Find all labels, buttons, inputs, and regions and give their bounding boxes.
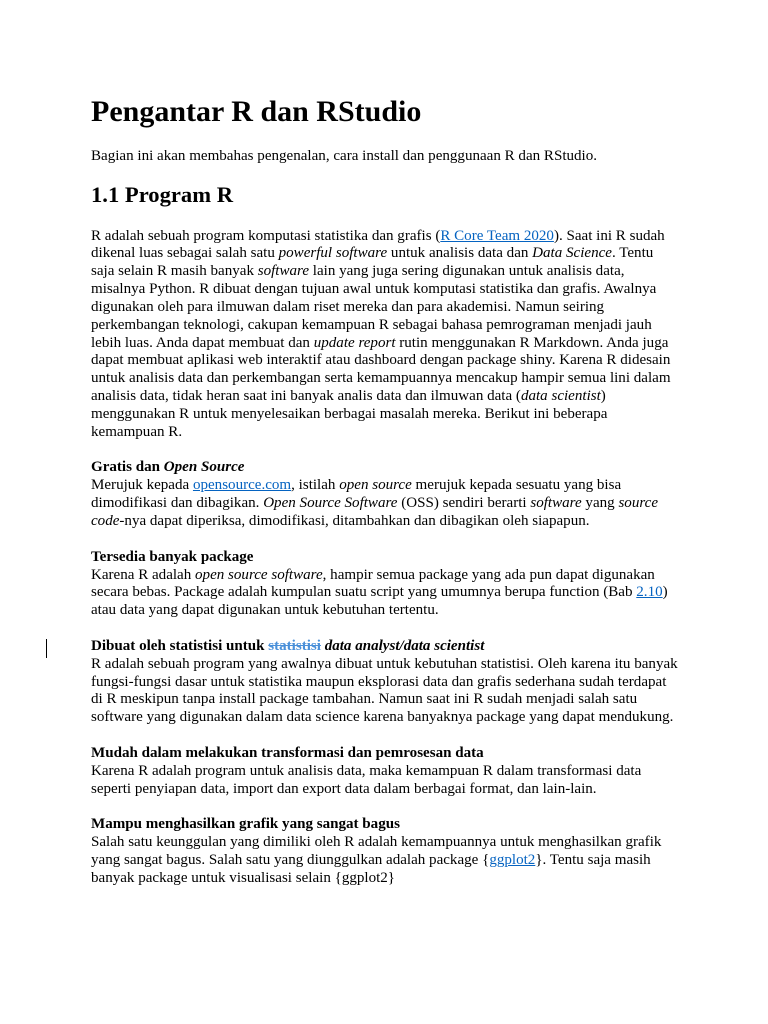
text-line [91, 245, 691, 263]
heading-italic-text: Open Source [163, 459, 245, 476]
text-run: -nya dapat diperiksa, dimodifikasi, ditambahkan dan dibagikan oleh siapapun. [119, 513, 590, 529]
text-line [91, 424, 691, 442]
text-run: software yang digunakan dalam data science karena banyaknya package yang dapat mendukung. [91, 709, 674, 726]
change-bar [46, 639, 47, 658]
text-line [91, 834, 691, 852]
text-run: banyak package untuk visualisasi selain {ggplot2} [91, 869, 396, 886]
text-line [91, 281, 691, 299]
text-run: dapat membuat aplikasi web interaktif atau dashboard dengan package shiny. Karena R didesain [91, 352, 671, 369]
text-line [91, 299, 691, 317]
text-run: rutin menggunakan R Markdown. Anda juga [395, 334, 669, 351]
feature-heading [91, 816, 691, 834]
text-run: misalnya Python. R dibuat dengan tujuan awal untuk komputasi statistika dan grafis. Awalnya [91, 281, 657, 298]
heading-text: Tersedia banyak package [91, 548, 254, 565]
italic-term: code [91, 513, 120, 529]
text-run: merujuk kepada sesuatu yang bisa [411, 477, 622, 494]
text-run: secara bebas. Package adalah kumpulan suatu script yang umumnya berupa function (Bab [91, 584, 637, 601]
text-run: untuk analisis data dan [387, 245, 533, 262]
feature-open-source [91, 459, 691, 530]
feature-heading [91, 638, 691, 656]
text-run: Merujuk kepada [91, 477, 193, 494]
intro-text: Bagian ini akan membahas pengenalan, cara install dan penggunaan R dan RStudio. [91, 147, 598, 164]
text-line [91, 513, 691, 531]
text-run: untuk analisis data dan perkembangan serta kemampuannya mencakup hampir semua lini dalam [91, 370, 671, 387]
text-line [91, 406, 691, 424]
italic-term: open source software [195, 566, 323, 583]
feature-heading [91, 745, 691, 763]
text-line [91, 781, 691, 799]
heading-italic-text: data analyst/data scientist [320, 637, 485, 654]
text-line [91, 870, 691, 888]
text-run: Karena R adalah [91, 566, 196, 583]
text-run: di R meskipun tanpa install package tambahan. Namun saat ini R sudah menjadi salah satu [91, 691, 638, 708]
feature-heading [91, 549, 691, 567]
feature-statisticians [91, 638, 691, 727]
feature-transformation [91, 745, 691, 799]
citation-link-r-core-team[interactable]: R Core Team 2020 [440, 227, 554, 244]
heading-text: Dibuat oleh statistisi untuk [91, 637, 269, 654]
section-heading: 1.1 Program R [91, 182, 234, 208]
text-run: yang [581, 495, 619, 512]
text-line [91, 852, 691, 870]
feature-heading [91, 459, 691, 477]
heading-text: Mampu menghasilkan grafik yang sangat bagus [91, 816, 400, 833]
text-line [91, 674, 691, 692]
text-run: analisis data, tidak heran saat ini banyak analis data dan ilmuwan data ( [91, 388, 521, 405]
text-run: }. Tentu saja masih [535, 852, 651, 869]
italic-term: data scientist [520, 388, 601, 405]
text-run: R adalah sebuah program komputasi statistika dan grafis ( [91, 227, 441, 244]
heading-text: Gratis dan [91, 459, 164, 476]
text-run: seperti penyiapan data, import dan export data dalam berbagai format, dan lain-lain. [91, 780, 597, 797]
italic-term: Open Source Software [263, 495, 398, 512]
text-run: Karena R adalah program untuk analisis data, maka kemampuan R dalam transformasi data [91, 762, 642, 779]
text-run: , istilah [291, 477, 340, 494]
text-line [91, 335, 691, 353]
tracked-deletion: statistisi [268, 637, 321, 654]
chapter-link-2-10[interactable]: 2.10 [636, 584, 663, 601]
text-line [91, 228, 691, 246]
text-run: yang sangat bagus. Salah satu yang diunggulkan adalah package { [91, 852, 490, 869]
text-line [91, 709, 691, 727]
text-run: digunakan oleh para ilmuwan dalam riset mereka dan para akademisi. Namun seiring [91, 298, 605, 315]
text-run: Salah satu keunggulan yang dimiliki oleh R adalah kemampuannya untuk menghasilkan grafik [91, 834, 662, 851]
text-run: ) [662, 584, 668, 601]
heading-text: Mudah dalam melakukan transformasi dan pemrosesan data [91, 744, 484, 761]
text-line [91, 763, 691, 781]
text-line [91, 691, 691, 709]
text-run: menggunakan R untuk menyelesaikan berbagai masalah mereka. Berikut ini beberapa [91, 405, 608, 422]
text-run: dimodifikasi dan dibagikan. [91, 495, 264, 512]
text-line [91, 352, 691, 370]
italic-term: source [618, 495, 658, 512]
text-run: lebih luas. Anda dapat membuat dan [91, 334, 314, 351]
text-line [91, 567, 691, 585]
italic-term: software [530, 495, 582, 512]
text-run: R adalah sebuah program yang awalnya dibuat untuk kebutuhan statistisi. Oleh karena itu banyak [91, 655, 678, 672]
italic-term: software [257, 263, 310, 280]
text-line [91, 477, 691, 495]
text-line [91, 263, 691, 281]
text-run: kemampuan R. [91, 423, 183, 440]
text-line [91, 317, 691, 335]
opensource-link[interactable]: opensource.com [192, 477, 292, 494]
text-run: ) [600, 388, 606, 405]
text-run: lain yang juga sering digunakan untuk analisis data, [309, 263, 625, 280]
italic-term: open source [339, 477, 412, 494]
text-line [91, 656, 691, 674]
text-line [91, 584, 691, 602]
text-run: dikenal luas sebagai salah satu [91, 245, 279, 262]
text-line [91, 388, 691, 406]
page-title: Pengantar R dan RStudio [91, 95, 422, 128]
italic-term: update report [313, 334, 396, 351]
text-line [91, 602, 691, 620]
text-line [91, 370, 691, 388]
section-content [91, 228, 691, 888]
text-run: saja selain R masih banyak [91, 263, 258, 280]
italic-term: powerful software [278, 245, 388, 262]
text-run: ). Saat ini R sudah [553, 227, 665, 244]
feature-graphics [91, 816, 691, 887]
text-run: (OSS) sendiri berarti [397, 495, 531, 512]
program-r-paragraph [91, 228, 691, 442]
feature-packages [91, 549, 691, 620]
text-line [91, 495, 691, 513]
italic-term: Data Science [532, 245, 612, 262]
text-run: , hampir semua package yang ada pun dapat digunakan [322, 566, 655, 583]
text-run: perkembangan teknologi, cakupan kemampuan R sebagai bahasa pemrograman menjadi jauh [91, 316, 652, 333]
text-run: atau data yang dapat digunakan untuk kebutuhan tertentu. [91, 602, 439, 619]
text-run: . Tentu [611, 245, 654, 262]
ggplot2-link[interactable]: ggplot2 [489, 852, 536, 869]
text-run: fungsi-fungsi dasar untuk statistika maupun eksplorasi data dan grafis sederhana sudah terdapat [91, 673, 667, 690]
